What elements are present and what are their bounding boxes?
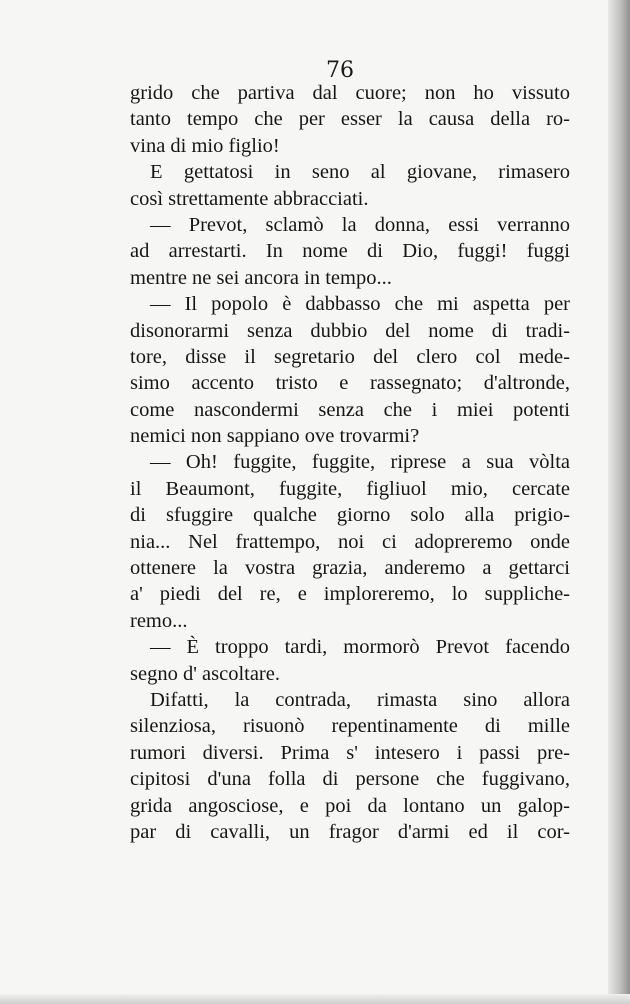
text-line: — Oh! fuggite, fuggite, riprese a sua vòlta [150, 451, 570, 474]
text-line: E gettatosi in seno al giovane, rimasero [150, 161, 570, 184]
text-line: — Prevot, sclamò la donna, essi verranno [150, 213, 570, 236]
text-line: così strettamente abbracciati. [130, 187, 369, 210]
text-line: Difatti, la contrada, rimasta sino allora [150, 688, 570, 711]
text-line: nia... Nel frattempo, noi ci adopreremo onde [130, 530, 570, 553]
text-line: mentre ne sei ancora in tempo... [130, 266, 392, 289]
text-line: il Beaumont, fuggite, figliuol mio, cercate [130, 477, 570, 500]
text-line: vina di mio figlio! [130, 134, 280, 157]
text-line: tore, disse il segretario del clero col mede- [130, 345, 570, 368]
text-line: — È troppo tardi, mormorò Prevot facendo [150, 636, 570, 659]
text-line: grida angosciose, e poi da lontano un galop- [130, 794, 570, 817]
text-line: simo accento tristo e rassegnato; d'altronde, [130, 372, 570, 395]
text-line: a' piedi del re, e imploreremo, lo suppliche- [130, 583, 570, 606]
text-line: come nascondermi senza che i miei potenti [130, 398, 570, 421]
text-line: cipitosi d'una folla di persone che fuggivano, [130, 768, 570, 791]
page-edge-shadow [608, 0, 630, 1004]
text-line: tanto tempo che per esser la causa della ro- [130, 108, 570, 131]
text-line: nemici non sappiano ove trovarmi? [130, 425, 420, 448]
text-line: ad arrestarti. In nome di Dio, fuggi! fuggi [130, 240, 570, 263]
text-line: rumori diversi. Prima s' intesero i passi pre- [130, 741, 570, 764]
text-line: di sfuggire qualche giorno solo alla prigio- [130, 504, 570, 527]
text-line: silenziosa, risuonò repentinamente di mille [130, 715, 570, 738]
text-line: disonorarmi senza dubbio del nome di tradi- [130, 319, 570, 342]
page-bottom-edge [0, 994, 630, 1004]
page-number: 76 [326, 58, 354, 83]
text-line: remo... [130, 609, 188, 632]
text-line: segno d' ascoltare. [130, 662, 280, 685]
text-line: par di cavalli, un fragor d'armi ed il cor- [130, 820, 570, 843]
text-line: — Il popolo è dabbasso che mi aspetta per [150, 293, 570, 316]
body-text [130, 80, 570, 845]
text-line: ottenere la vostra grazia, anderemo a gettarci [130, 557, 570, 580]
text-line: grido che partiva dal cuore; non ho vissuto [130, 82, 570, 104]
